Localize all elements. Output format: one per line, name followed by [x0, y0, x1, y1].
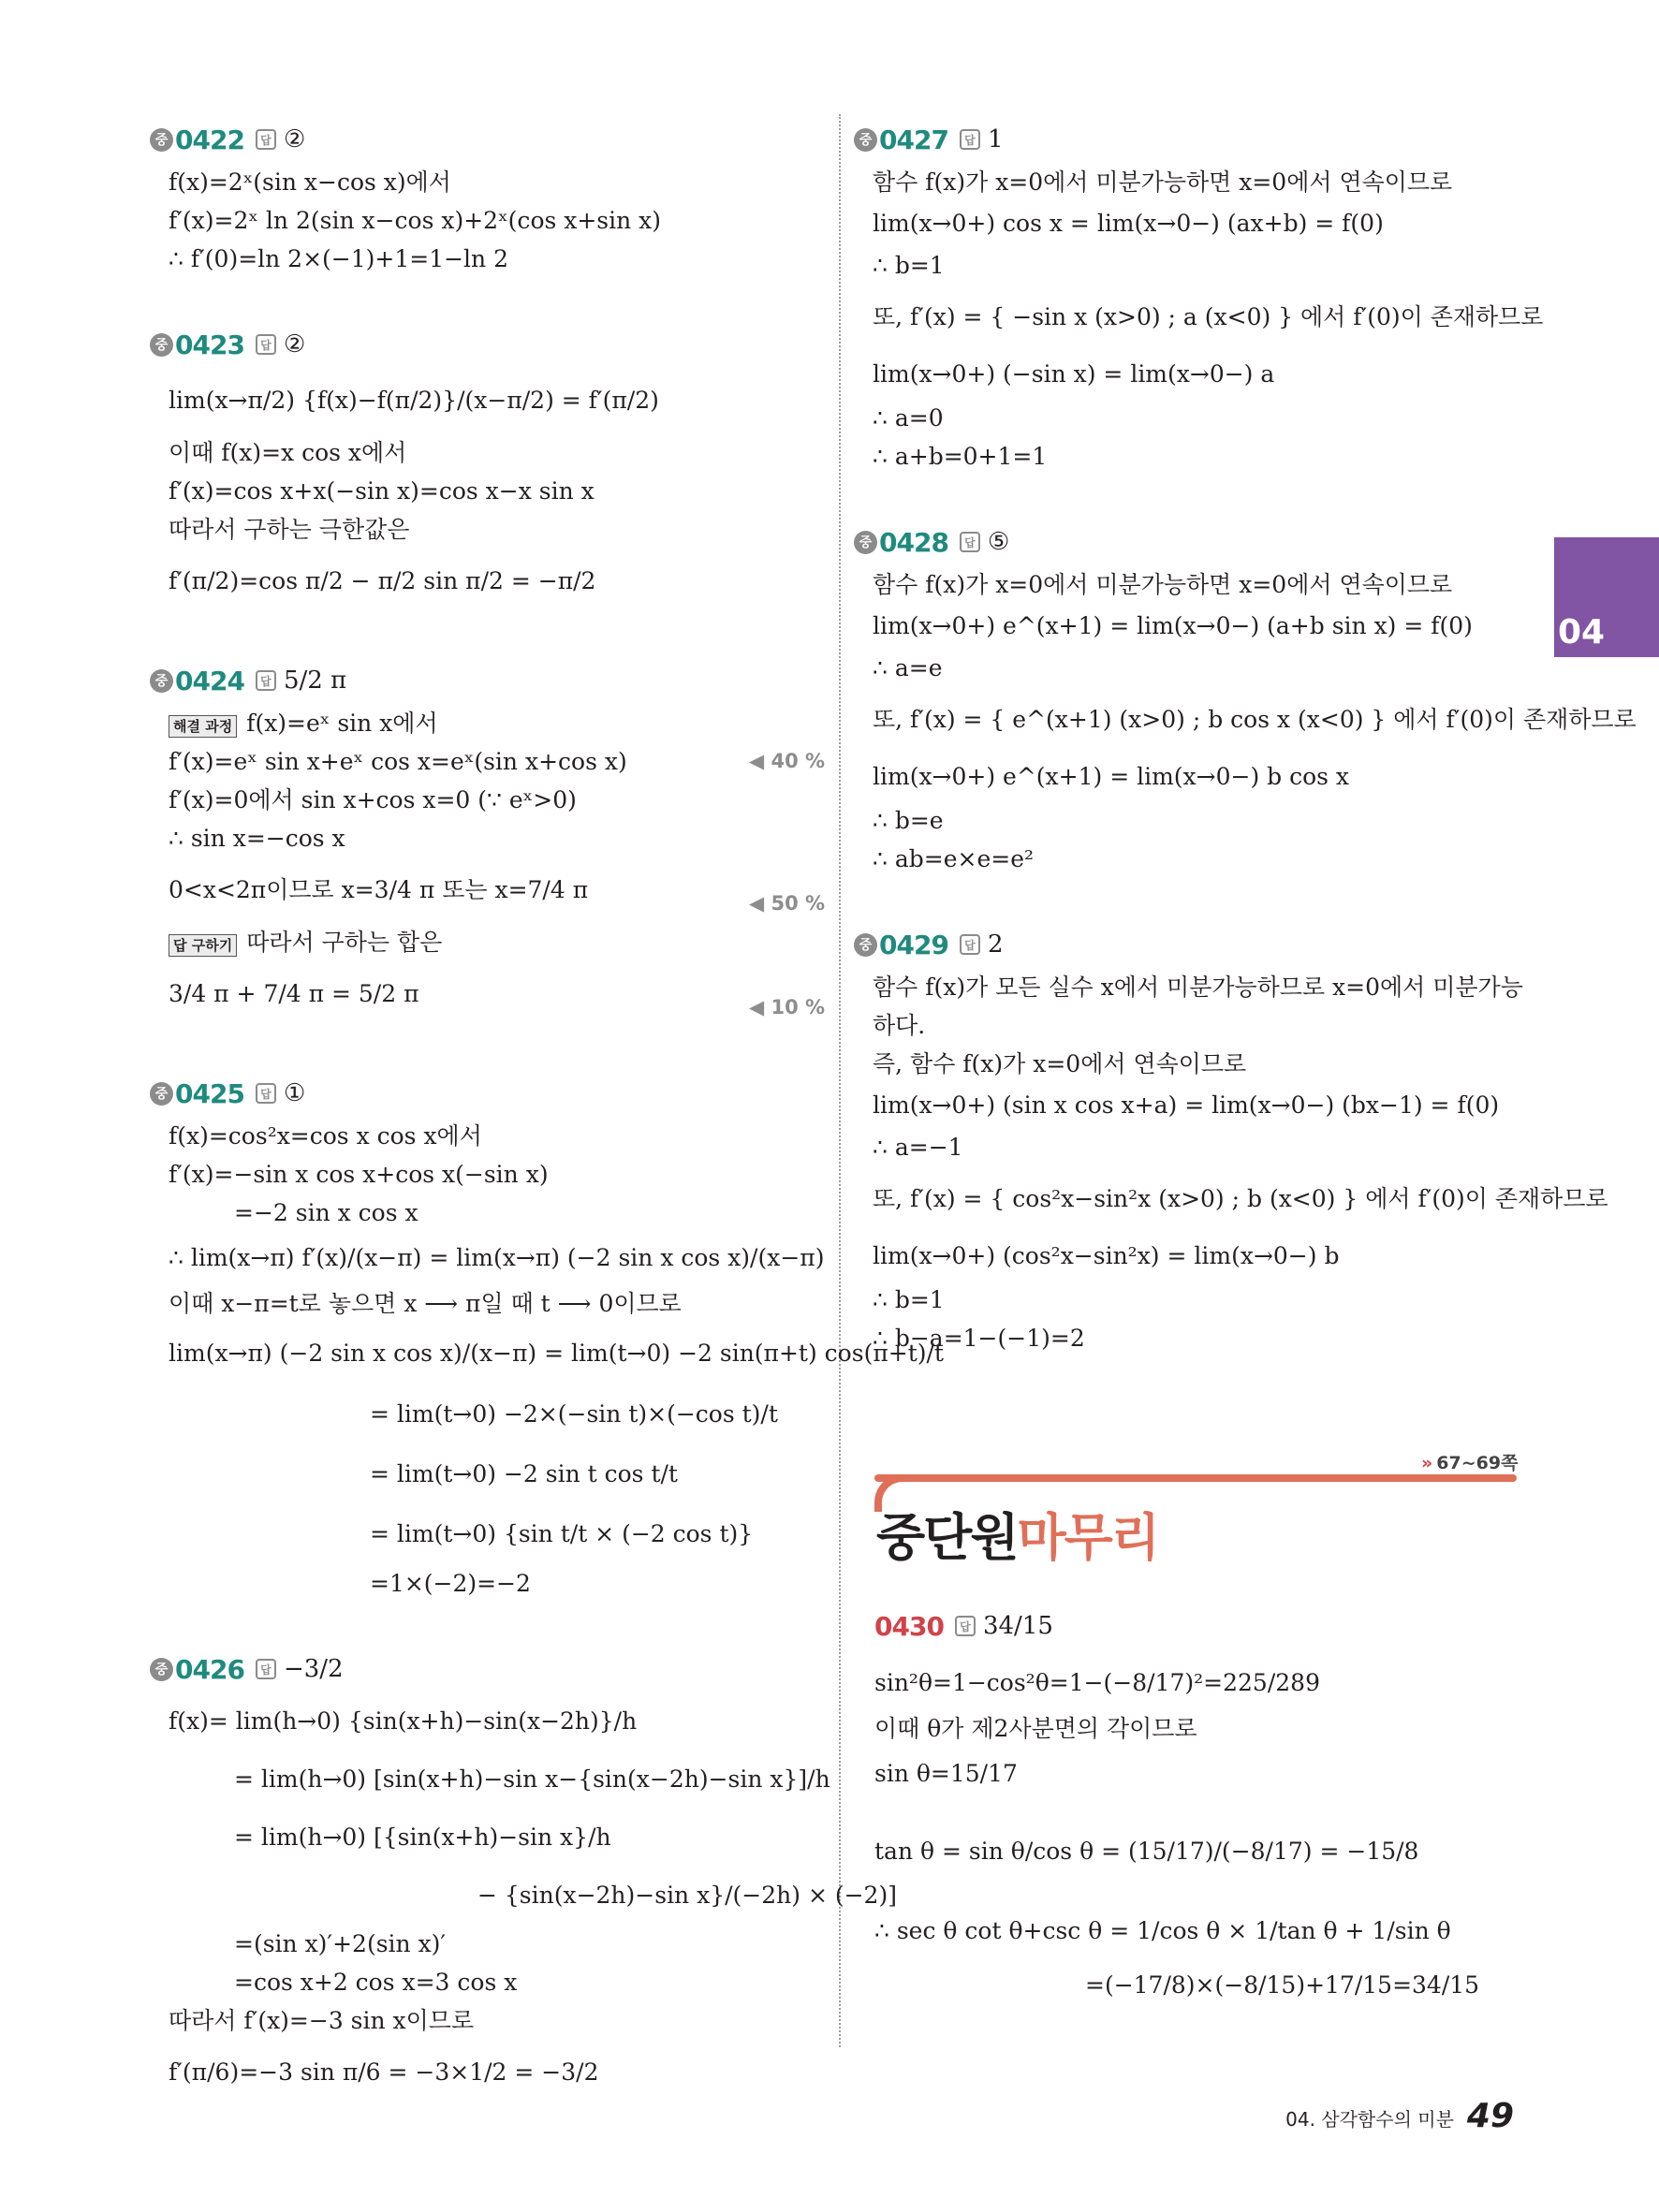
solution-line: ∴ ab=e×e=e²: [873, 845, 1035, 872]
solution-line: 따라서 구하는 합은: [246, 929, 443, 956]
column-divider: [839, 114, 841, 2047]
solution-line: = lim(h→0) [sin(x+h)−sin x−{sin(x−2h)−sin x}]/h: [234, 1765, 830, 1793]
problem-number: 0425: [175, 1077, 244, 1109]
solution-line: ∴ sin x=−cos x: [169, 825, 345, 852]
solution-line: lim(x→0+) e^(x+1) = lim(x→0−) b cos x: [873, 763, 1350, 790]
page-reference: » 67~69쪽: [1421, 1453, 1519, 1473]
solution-line: sin²θ=1−cos²θ=1−(−8/17)²=225/289: [874, 1669, 1320, 1696]
answer-box-icon: 답: [256, 1659, 276, 1679]
chapter-tab: 04: [1554, 537, 1659, 657]
problem-badge-icon: 중: [854, 128, 877, 152]
solution-line: lim(x→0+) (sin x cos x+a) = lim(x→0−) (bx−1) = f(0): [873, 1091, 1500, 1119]
score-percent: ◀ 10 %: [749, 996, 826, 1018]
solution-line: 함수 f(x)가 모든 실수 x에서 미분가능하므로 x=0에서 미분가능: [873, 974, 1523, 1001]
solution-line: ∴ a=−1: [873, 1134, 963, 1161]
problem-badge-icon: 중: [854, 933, 877, 957]
step-tag-answer: 답 구하기: [169, 934, 237, 957]
solution-line: 함수 f(x)가 x=0에서 미분가능하면 x=0에서 연속이므로: [873, 571, 1453, 598]
answer-box-icon: 답: [960, 532, 980, 552]
problem-answer: 2: [987, 930, 1004, 959]
solution-line: f′(x)=0에서 sin x+cos x=0 (∵ eˣ>0): [169, 786, 577, 813]
solution-line: f′(x)=2ˣ ln 2(sin x−cos x)+2ˣ(cos x+sin x): [169, 207, 662, 234]
solution-line: sin θ=15/17: [874, 1760, 1018, 1787]
problem-number: 0423: [175, 329, 244, 360]
answer-box-icon: 답: [955, 1616, 976, 1636]
problem-number: 0430: [874, 1610, 944, 1642]
problem-answer: 5/2 π: [283, 667, 347, 695]
answer-box-icon: 답: [256, 1083, 276, 1104]
solution-line: ∴ a=0: [873, 404, 944, 432]
right-column: [854, 122, 1637, 1406]
solution-line: ∴ b−a=1−(−1)=2: [873, 1325, 1085, 1352]
step-tag-solve: 해결 과정: [169, 715, 237, 738]
solution-line: lim(x→π/2) {f(x)−f(π/2)}/(x−π/2) = f′(π/2): [169, 387, 659, 414]
solution-line: =cos x+2 cos x=3 cos x: [234, 1969, 518, 1996]
solution-line: ∴ b=1: [873, 1286, 945, 1313]
problem-answer: ②: [283, 330, 306, 359]
solution-line: = lim(t→0) −2 sin t cos t/t: [370, 1460, 678, 1487]
problem-0422: [150, 122, 824, 278]
solution-line: 또, f′(x) = { cos²x−sin²x (x>0) ; b (x<0) } 에서 f′(0)이 존재하므로: [873, 1185, 1608, 1212]
section-title: 중단원마무리: [876, 1508, 1158, 1567]
solution-line: 함수 f(x)가 x=0에서 미분가능하면 x=0에서 연속이므로: [873, 168, 1453, 196]
solution-line: 이때 θ가 제2사분면의 각이므로: [874, 1715, 1197, 1742]
solution-line: 즉, 함수 f(x)가 x=0에서 연속이므로: [873, 1050, 1247, 1077]
problem-number: 0422: [175, 124, 244, 155]
solution-line: f(x)=eˣ sin x에서: [246, 710, 438, 737]
solution-line: = lim(t→0) {sin t/t × (−2 cos t)}: [370, 1520, 754, 1547]
page-number: 49: [1466, 2097, 1514, 2135]
solution-line: =1×(−2)=−2: [370, 1570, 531, 1597]
answer-box-icon: 답: [960, 129, 980, 150]
solution-line: 하다.: [873, 1012, 926, 1039]
problem-0427: [854, 122, 1544, 476]
solution-line: lim(x→π) (−2 sin x cos x)/(x−π) = lim(t→0) −2 sin(π+t) cos(π+t)/t: [169, 1340, 944, 1367]
solution-line: f(x)= lim(h→0) {sin(x+h)−sin(x−2h)}/h: [169, 1707, 638, 1735]
solution-line: lim(x→0+) e^(x+1) = lim(x→0−) (a+b sin x) = f(0): [873, 612, 1473, 639]
solution-line: 또, f′(x) = { −sin x (x>0) ; a (x<0) } 에서 f′(0)이 존재하므로: [873, 303, 1544, 330]
solution-line: ∴ sec θ cot θ+csc θ = 1/cos θ × 1/tan θ + 1/sin θ: [874, 1917, 1451, 1944]
solution-line: =−2 sin x cos x: [234, 1199, 418, 1226]
score-percent: ◀ 40 %: [749, 750, 826, 772]
problem-answer: ②: [283, 125, 306, 154]
problem-number: 0427: [879, 124, 948, 155]
problem-answer: 34/15: [982, 1612, 1053, 1640]
answer-box-icon: 답: [256, 670, 276, 691]
problem-number: 0426: [175, 1653, 244, 1685]
score-percent: ◀ 50 %: [749, 892, 826, 915]
problem-number: 0429: [879, 929, 948, 960]
problem-number: 0424: [175, 665, 244, 696]
solution-line: 따라서 f′(x)=−3 sin x이므로: [169, 2007, 475, 2034]
solution-line: =(−17/8)×(−8/15)+17/15=34/15: [1085, 1971, 1480, 1999]
page-footer: [1285, 2097, 1514, 2135]
problem-badge-icon: 중: [150, 1658, 173, 1681]
problem-0429: [854, 927, 1608, 1357]
solution-line: ∴ b=1: [873, 252, 945, 279]
solution-line: f′(x)=cos x+x(−sin x)=cos x−x sin x: [169, 477, 595, 505]
problem-badge-icon: 중: [150, 128, 173, 152]
solution-line: =(sin x)′+2(sin x)′: [234, 1930, 447, 1957]
problem-badge-icon: 중: [150, 1082, 173, 1106]
problem-badge-icon: 중: [150, 333, 173, 357]
solution-line: = lim(h→0) [{sin(x+h)−sin x}/h: [234, 1824, 611, 1851]
solution-line: f′(π/6)=−3 sin π/6 = −3×1/2 = −3/2: [169, 2058, 599, 2086]
pointer-icon: ◀: [749, 892, 771, 915]
solution-line: ∴ f′(0)=ln 2×(−1)+1=1−ln 2: [169, 245, 509, 272]
problem-badge-icon: 중: [150, 669, 173, 693]
solution-line: ∴ a=e: [873, 654, 943, 681]
solution-line: tan θ = sin θ/cos θ = (15/17)/(−8/17) = −15/8: [874, 1838, 1419, 1865]
problem-answer: ⑤: [987, 528, 1010, 556]
solution-line: f(x)=2ˣ(sin x−cos x)에서: [169, 168, 451, 196]
section-rule: [874, 1474, 1517, 1482]
solution-line: 따라서 구하는 극한값은: [169, 516, 410, 543]
problem-answer: −3/2: [283, 1655, 344, 1683]
double-chevron-icon: »: [1421, 1453, 1433, 1473]
problem-0423: [150, 327, 824, 614]
solution-line: lim(x→0+) (cos²x−sin²x) = lim(x→0−) b: [873, 1242, 1340, 1269]
solution-line: f′(x)=eˣ sin x+eˣ cos x=eˣ(sin x+cos x): [169, 748, 627, 775]
solution-line: ∴ a+b=0+1=1: [873, 443, 1048, 470]
pointer-icon: ◀: [749, 750, 771, 772]
solution-line: 이때 x−π=t로 놓으면 x ⟶ π일 때 t ⟶ 0이므로: [169, 1290, 682, 1317]
solution-line: f′(π/2)=cos π/2 − π/2 sin π/2 = −π/2: [169, 567, 596, 594]
answer-box-icon: 답: [256, 334, 276, 355]
solution-line: − {sin(x−2h)−sin x}/(−2h) × (−2)]: [477, 1882, 897, 1909]
answer-box-icon: 답: [256, 129, 276, 150]
problem-badge-icon: 중: [854, 531, 877, 554]
problem-0430: [874, 1608, 1520, 2012]
chapter-title: 04. 삼각함수의 미분: [1285, 2108, 1454, 2131]
solution-line: 3/4 π + 7/4 π = 5/2 π: [169, 980, 419, 1007]
solution-line: lim(x→0+) (−sin x) = lim(x→0−) a: [873, 360, 1275, 388]
problem-number: 0428: [879, 526, 948, 558]
problem-answer: 1: [987, 125, 1004, 154]
solution-line: = lim(t→0) −2×(−sin t)×(−cos t)/t: [370, 1400, 778, 1428]
problem-0424: [150, 663, 824, 1027]
pointer-icon: ◀: [749, 996, 771, 1018]
problem-0426: [150, 1651, 897, 2105]
solution-line: 또, f′(x) = { e^(x+1) (x>0) ; b cos x (x<0) } 에서 f′(0)이 존재하므로: [873, 706, 1637, 733]
solution-line: lim(x→0+) cos x = lim(x→0−) (ax+b) = f(0): [873, 210, 1384, 237]
solution-line: 이때 f(x)=x cos x에서: [169, 439, 407, 466]
solution-line: 0<x<2π이므로 x=3/4 π 또는 x=7/4 π: [169, 876, 589, 903]
solution-line: ∴ b=e: [873, 807, 944, 834]
solution-line: ∴ lim(x→π) f′(x)/(x−π) = lim(x→π) (−2 sin x cos x)/(x−π): [169, 1244, 825, 1271]
solution-line: f′(x)=−sin x cos x+cos x(−sin x): [169, 1161, 549, 1188]
answer-box-icon: 답: [960, 934, 980, 955]
solution-line: f(x)=cos²x=cos x cos x에서: [169, 1122, 482, 1150]
problem-0428: [854, 524, 1637, 878]
problem-answer: ①: [283, 1079, 306, 1107]
